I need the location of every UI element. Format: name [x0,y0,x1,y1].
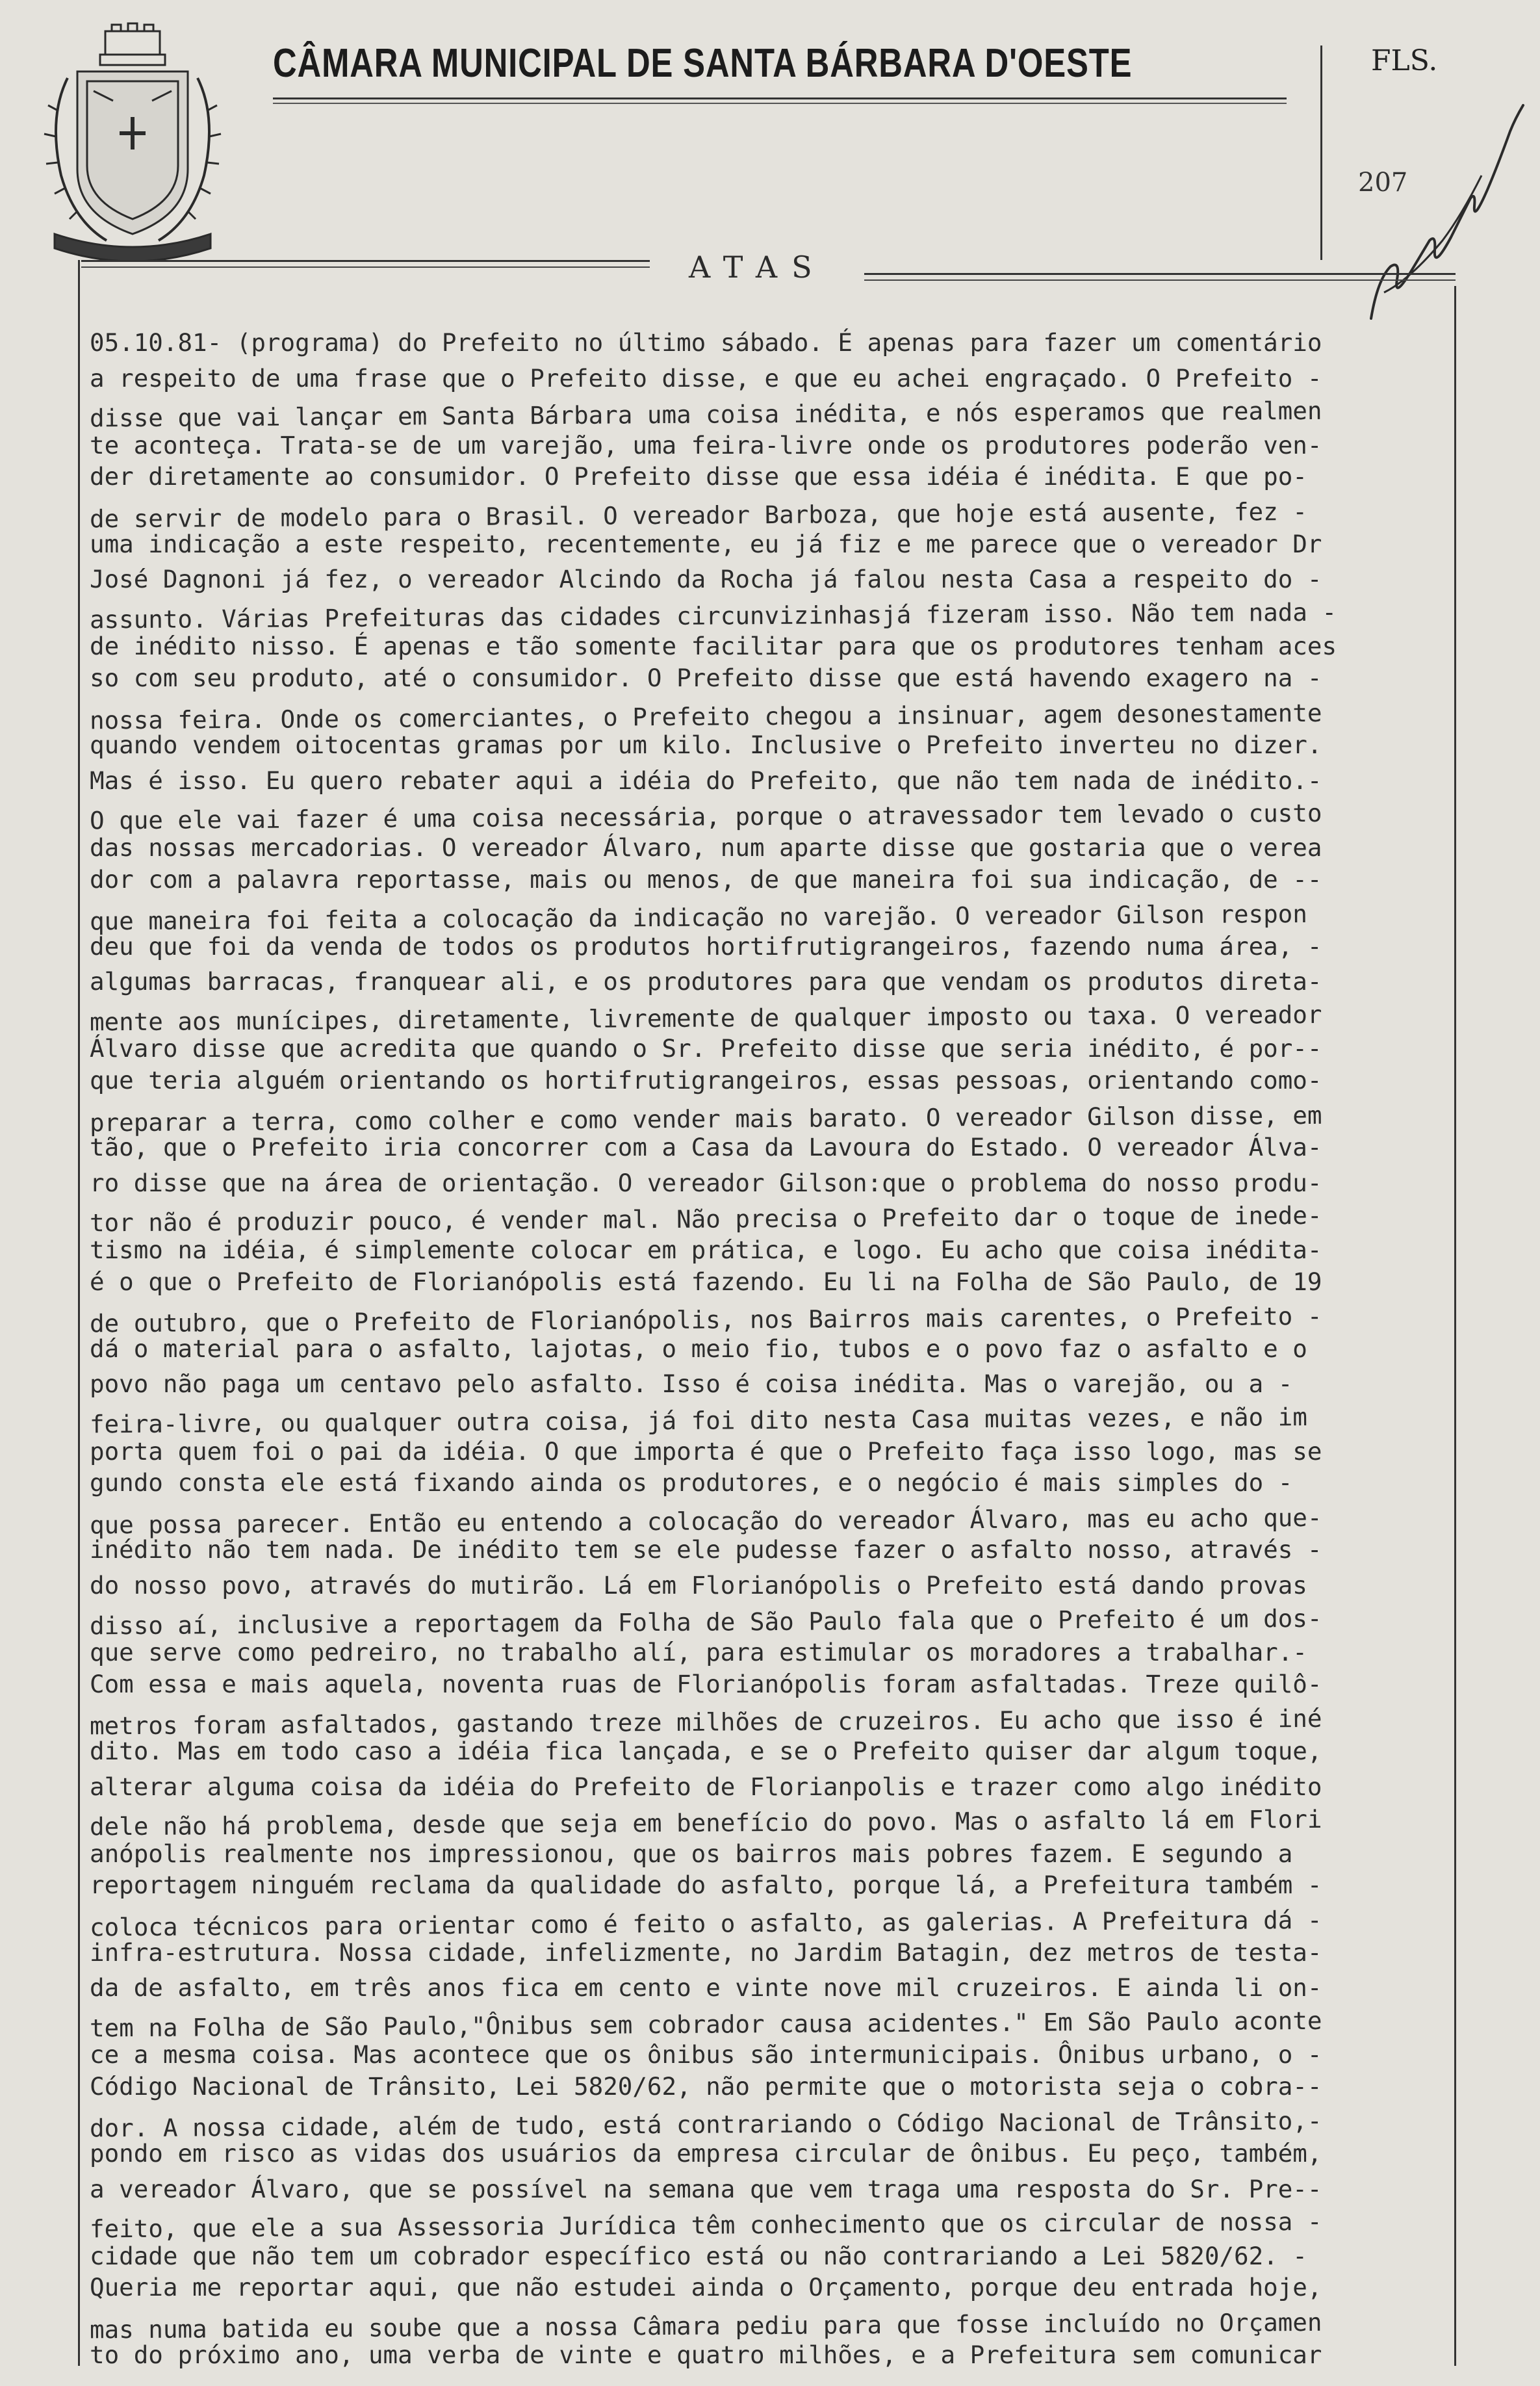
text-line: a respeito de uma frase que o Prefeito disse, e que eu achei engraçado. O Prefeito - [90,363,1322,393]
sheet-divider [1320,45,1322,260]
text-line: dá o material para o asfalto, lajotas, o meio fio, tubos e o povo faz o asfalto e o [90,1334,1307,1363]
text-line: Com essa e mais aquela, noventa ruas de Florianópolis foram asfaltadas. Treze quilô- [90,1669,1322,1698]
text-line: reportagem ninguém reclama da qualidade do asfalto, porque lá, a Prefeitura também - [90,1871,1322,1900]
text-line: José Dagnoni já fez, o vereador Alcindo da Rocha já falou nesta Casa a respeito do - [90,565,1322,594]
section-rule-left [81,260,650,262]
text-line: tem na Folha de São Paulo,"Ônibus sem cobrador causa acidentes." Em São Paulo aconte [89,2006,1322,2043]
text-line: é o que o Prefeito de Florianópolis está fazendo. Eu li na Folha de São Paulo, de 19 [90,1267,1322,1296]
text-line: Álvaro disse que acredita que quando o Sr. Prefeito disse que seria inédito, é por-- [90,1034,1322,1063]
text-line: Código Nacional de Trânsito, Lei 5820/62, não permite que o motorista seja o cobra-- [90,2071,1322,2101]
text-line: te aconteça. Trata-se de um varejão, uma feira-livre onde os produtores poderão ven- [90,430,1322,460]
text-line: preparar a terra, como colher e como vender mais barato. O vereador Gilson disse, em [89,1100,1322,1137]
text-line: ro disse que na área de orientação. O vereador Gilson:que o problema do nosso produ- [90,1168,1322,1197]
text-line: inédito não tem nada. De inédito tem se ele pudesse fazer o asfalto nosso, através - [90,1535,1322,1564]
text-line: mente aos munícipes, diretamente, livremente de qualquer imposto ou taxa. O vereador [89,1000,1322,1037]
text-line: cidade que não tem um cobrador específico está ou não contrariando a Lei 5820/62. - [90,2241,1307,2270]
page-frame-left [78,260,80,2366]
text-line: feito, que ele a sua Assessoria Jurídica têm conhecimento que os circular de nossa - [89,2207,1322,2244]
text-line: tor não é produzir pouco, é vender mal. Não precisa o Prefeito dar o toque de inede- [89,1201,1322,1238]
text-line: gundo consta ele está fixando ainda os produtores, e o negócio é mais simples do - [90,1468,1293,1498]
sheet-number: 207 [1358,168,1408,198]
text-line: mas numa batida eu soube que a nossa Câmara pediu para que fosse incluído no Orçamen [89,2307,1322,2344]
text-line: alterar alguma coisa da idéia do Prefeito de Florianpolis e trazer como algo inédito [90,1772,1322,1801]
text-line: dor com a palavra reportasse, mais ou menos, de que maneira foi sua indicação, de -- [90,864,1322,894]
text-line: 05.10.81- (programa) do Prefeito no último sábado. É apenas para fazer um comentário [90,328,1322,357]
text-line: tismo na idéia, é simplemente colocar em prática, e logo. Eu acho que coisa inédita- [90,1236,1322,1265]
text-line: quando vendem oitocentas gramas por um kilo. Inclusive o Prefeito inverteu no dizer. [90,731,1322,760]
text-line: infra-estrutura. Nossa cidade, infelizmente, no Jardim Batagin, dez metros de testa- [90,1938,1322,1967]
text-line: povo não paga um centavo pelo asfalto. Isso é coisa inédita. Mas o varejão, ou a - [90,1369,1293,1399]
text-line: que maneira foi feita a colocação da indicação no varejão. O vereador Gilson respon [89,900,1308,936]
text-line: disso aí, inclusive a reportagem da Folha de São Paulo fala que o Prefeito é um dos- [89,1603,1322,1640]
text-line: que teria alguém orientando os hortifrutigrangeiros, essas pessoas, orientando como- [90,1066,1322,1095]
text-line: ce a mesma coisa. Mas acontece que os ônibus são intermunicipais. Ônibus urbano, o - [90,2040,1322,2069]
text-line: feira-livre, ou qualquer outra coisa, já foi dito nesta Casa muitas vezes, e não im [89,1402,1308,1439]
text-line: Queria me reportar aqui, que não estudei ainda o Orçamento, porque deu entrada hoje, [90,2273,1322,2302]
text-line: de servir de modelo para o Brasil. O vereador Barboza, que hoje está ausente, fez - [89,497,1308,534]
section-rule-right [864,273,1456,275]
title-underline [273,97,1287,99]
text-line: dele não há problema, desde que seja em benefício do povo. Mas o asfalto lá em Flori [89,1804,1322,1841]
text-line: disse que vai lançar em Santa Bárbara uma coisa inédita, e nós esperamos que realmen [89,396,1322,433]
text-line: metros foram asfaltados, gastando treze milhões de cruzeiros. Eu acho que isso é iné [89,1704,1322,1741]
section-rule-right-thin [864,279,1456,281]
text-line: coloca técnicos para orientar como é feito o asfalto, as galerias. A Prefeitura dá - [89,1905,1322,1942]
text-line: de outubro, que o Prefeito de Florianópolis, nos Bairros mais carentes, o Prefeito - [89,1302,1322,1338]
text-line: pondo em risco as vidas dos usuários da empresa circular de ônibus. Eu peço, também, [90,2139,1322,2168]
text-line: to do próximo ano, uma verba de vinte e quatro milhões, e a Prefeitura sem comunicar [90,2340,1322,2369]
text-line: O que ele vai fazer é uma coisa necessária, porque o atravessador tem levado o custo [89,799,1322,835]
text-line: so com seu produto, até o consumidor. O Prefeito disse que está havendo exagero na - [90,663,1322,692]
institution-title: CÂMARA MUNICIPAL DE SANTA BÁRBARA D'OESTE [273,41,1133,86]
municipal-coat-of-arms-icon [29,19,237,260]
text-line: dito. Mas em todo caso a idéia fica lançada, e se o Prefeito quiser dar algum toque, [90,1736,1322,1765]
page-frame-right [1454,286,1456,2366]
text-line: de inédito nisso. É apenas e tão somente facilitar para que os produtores tenham aces [90,632,1337,661]
text-line: der diretamente ao consumidor. O Prefeito disse que essa idéia é inédita. E que po- [90,462,1307,491]
text-line: algumas barracas, franquear ali, e os produtores para que vendam os produtos direta- [90,967,1322,996]
text-line: do nosso povo, através do mutirão. Lá em Florianópolis o Prefeito está dando provas [90,1570,1307,1600]
text-line: uma indicação a este respeito, recentemente, eu já fiz e me parece que o vereador Dr [90,529,1322,558]
text-line: deu que foi da venda de todos os produtos hortifrutigrangeiros, fazendo numa área, - [90,931,1322,961]
text-line: da de asfalto, em três anos fica em cento e vinte nove mil cruzeiros. E ainda li on- [90,1973,1322,2003]
text-line: que serve como pedreiro, no trabalho alí, para estimular os moradores a trabalhar.- [90,1638,1307,1667]
text-line: Mas é isso. Eu quero rebater aqui a idéia do Prefeito, que não tem nada de inédito.- [90,766,1322,795]
section-rule-left-thin [81,266,650,268]
text-line: assunto. Várias Prefeituras das cidades circunvizinhasjá fizeram isso. Não tem nada - [89,597,1337,634]
text-line: que possa parecer. Então eu entendo a colocação do vereador Álvaro, mas eu acho que- [89,1503,1322,1540]
handwritten-signature-icon [1358,97,1540,331]
sheet-label: FLS. [1371,44,1438,77]
text-line: anópolis realmente nos impressionou, que os bairros mais pobres fazem. E segundo a [90,1839,1293,1868]
text-line: tão, que o Prefeito iria concorrer com a Casa da Lavoura do Estado. O vereador Álva- [90,1133,1322,1162]
section-title: ATAS [689,250,827,285]
text-line: porta quem foi o pai da idéia. O que importa é que o Prefeito faça isso logo, mas se [90,1436,1322,1466]
text-line: nossa feira. Onde os comerciantes, o Prefeito chegou a insinuar, agem desonestamente [89,698,1322,734]
minutes-body [90,328,1454,2374]
title-underline-thin [273,103,1287,104]
text-line: das nossas mercadorias. O vereador Álvaro, num aparte disse que gostaria que o verea [90,833,1322,862]
text-line: a vereador Álvaro, que se possível na semana que vem traga uma resposta do Sr. Pre-- [90,2174,1322,2203]
text-line: dor. A nossa cidade, além de tudo, está contrariando o Código Nacional de Trânsito,- [89,2107,1322,2143]
